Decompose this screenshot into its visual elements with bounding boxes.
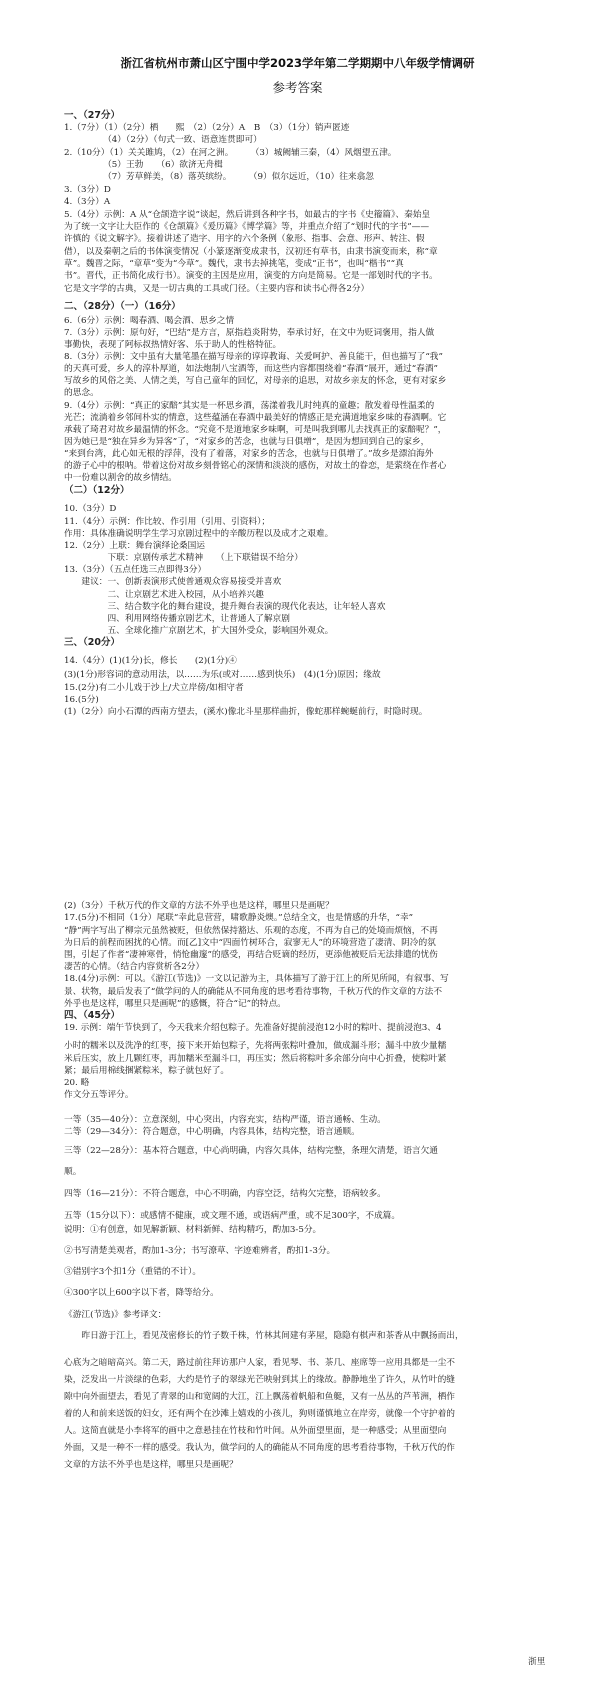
answer-line: 的天真可爱，乡人的淳朴厚道，如法炮制八宝酒等，而这些内容都围绕着“春酒”展开，通过“春酒” — [64, 364, 438, 374]
answer-line: 16.(5分) — [64, 695, 99, 705]
footer-mark: 浙里 — [528, 1657, 546, 1667]
answer-line: ②书写清楚美观者，酌加1-3分；书写潦草、字迹难辨者，酌扣1-3分。 — [64, 1246, 336, 1256]
answer-line: 20. 略 — [64, 1078, 90, 1088]
answer-line: 的游子心中的根呐。带着这份对故乡刻骨铭心的深情和淡淡的感伤，对故土的眷恋，是萦绕在作者心 — [64, 461, 447, 471]
answer-line: 4.（3分）A — [64, 197, 111, 207]
answer-line: 景、状物，最后发表了“做学问的人的确能从不同角度的思考看待事物，千秋万代的作文章的方法不 — [64, 987, 443, 997]
answer-line: 为日后的前程而困扰的心情。而[乙]文中“四面竹树环合，寂寥无人”的环境营造了凄清、阴冷的氛 — [64, 938, 436, 948]
answer-line: 的思念。 — [64, 388, 99, 398]
answer-line: 它是文字学的古典，又是一切古典的工具或门径。（主要内容和读书心得各2分） — [64, 284, 370, 294]
answer-line: 草”。魏晋之际，“章草”变为“今草”。魏代，隶书去掉挑笔，变成“正书”，也叫“楷书”“真 — [64, 259, 404, 269]
answer-line: 8.（3分）示例：文中虽有大量笔墨在描写母亲的谆谆教诲、关爱呵护、善良能干，但也描写了“我” — [64, 352, 443, 362]
answer-line: 书”。晋代，正书简化成行书）。演变的主因是应用，演变的方向是简易。它是一部划时代的字书。 — [64, 271, 438, 281]
answer-line: 下联：京剧传承艺术精神 （上下联错误不给分） — [64, 553, 303, 563]
answer-line: 光芒；流淌着乡邻间朴实的情意，这些蕴涵在春酒中最美好的情感正是充满道地家乡味的春酒啊。它 — [64, 413, 447, 423]
answer-line: 心底为之暗暗高兴。第二天，路过前往拜访那户人家，看见琴、书、茶几、座席等一应用具都是一尘不 — [64, 1358, 455, 1368]
answer-line: （5）王勃 （6）欲济无舟楫 — [64, 160, 223, 170]
answer-line: 四等（16—21分）：不符合题意，中心不明确，内容空泛，结构欠完整，语病较多。 — [64, 1189, 386, 1199]
answer-line: 许慎的《说文解字》。接着讲述了造字、用字的六个条例（象形、指事、会意、形声、转注、假 — [64, 234, 425, 244]
answer-line: 19. 示例：端午节快到了，今天我来介绍包粽子。先准备好提前浸泡12小时的粽叶、提前浸泡3、4 — [64, 1023, 442, 1033]
answer-line: 紧；最后用棉线捆紧粽米，粽子就包好了。 — [64, 1066, 230, 1076]
answer-line: 外乎也是这样，哪里只是画呢”的感慨，符合“记”的特点。 — [64, 999, 286, 1009]
answer-line: 五、全球化推广京剧艺术，扩大国外受众，影响国外观众。 — [64, 626, 334, 636]
answer-line: 3.（3分）D — [64, 185, 111, 195]
answer-line: 15.(2分)有二小儿戏于沙上/犬立岸傍/如相守者 — [64, 683, 244, 693]
answer-line: 借），以及秦朝之后的书体演变情况（小篆逐渐变成隶书，汉初还有草书，由隶书演变而来，称“章 — [64, 247, 438, 257]
section-heading: 二、（28分）（一）（16分） — [64, 301, 181, 312]
answer-line: 承载了琦君对故乡最温情的怀念。“究竟不是道地家乡味啊，可是叫我到哪儿去找真正的家醅呢？”， — [64, 425, 447, 435]
answer-line: 中一份难以割舍的故乡情结。 — [64, 473, 177, 483]
answer-line: 作用：具体准确说明学生学习京剧过程中的辛酸历程以及成才之艰难。 — [64, 529, 334, 539]
answer-line: 建议：一、创新表演形式使普通观众容易接受并喜欢 — [64, 577, 282, 587]
answer-line: 写故乡的风俗之美、人情之美，写自己童年的回忆，对母亲的追思，对故乡亲友的怀念，更有对家乡 — [64, 376, 447, 386]
answer-line: 10.（3分）D — [64, 504, 117, 514]
answer-line: 二、让京剧艺术进入校园，从小培养兴趣 — [64, 590, 264, 600]
answer-line: 一等（35—40分）：立意深刻，中心突出，内容充实，结构严谨，语言通畅、生动。 — [64, 1115, 386, 1125]
answer-line: 二等（29—34分）：符合题意，中心明确，内容具体，结构完整，语言通顺。 — [64, 1127, 360, 1137]
answer-line: 文章的方法不外乎也是这样，哪里只是画呢？ — [64, 1460, 238, 1470]
answer-line: 五等（15分以下）：或感情不健康，或文理不通，或语病严重，或不足300字，不成篇。 — [64, 1211, 401, 1221]
answer-line: 1.（7分）（1）（2分）栖 熙 （2）（2分）A B （3）（1分）销声匿迹 — [64, 123, 350, 133]
answer-line: 18.(4分)示例：可以。《游江(节选)》一文以记游为主，具体描写了游于江上的所见所闻，有叙事、写 — [64, 974, 449, 984]
document-title: 浙江省杭州市萧山区宁围中学2023学年第二学期期中八年级学情调研 — [120, 56, 475, 70]
answer-line: 米后压实，放上几颗红枣，再加糯米至漏斗口，再压实；然后将粽叶多余部分向中心折叠，使粽叶紧 — [64, 1054, 447, 1064]
answer-line: 13.（3分）（五点任选三点即得3分） — [64, 565, 207, 575]
answer-line: 9.（4分）示例：“真正的家醅”其实是一杯思乡酒，荡漾着我儿时纯真的童趣；散发着母性温柔的 — [64, 401, 435, 411]
answer-line: （7）芳草鲜美，（8）落英缤纷。 （9）似尔远近，（10）往来翕忽 — [64, 172, 374, 182]
answer-line: （4）（2分）（句式一致、语意连贯即可） — [64, 135, 262, 145]
answer-line: 7.（3分）示例：原句好，“巴结”是方言，原指趋炎附势，奉承讨好，在文中为贬词褒用，指人做 — [64, 328, 435, 338]
answer-line: 《游江(节选)》参考译文： — [64, 1310, 167, 1320]
answer-line: 顺。 — [64, 1167, 82, 1177]
section-heading: 三、（20分） — [64, 637, 120, 648]
answer-line: 为了统一文字让大臣作的《仓颉篇》《爰历篇》《博学篇》等，并重点介绍了“划时代的字书”—— — [64, 222, 430, 232]
answer-line: 昨日游于江上，看见茂密修长的竹子数千株，竹林其间建有茅屋，隐隐有棋声和茶香从中飘扬而出， — [64, 1331, 464, 1341]
answer-line: 染，泛发出一片淡绿的色彩，大约是竹子的翠绿光芒映射到其上的缘故。静静地坐了许久，从竹叶的缝 — [64, 1375, 455, 1385]
answer-line: 因为她已是“独在异乡为异客”了，“对家乡的苦念，也就与日俱增”，是因为想回到自己的家乡， — [64, 437, 430, 447]
section-heading: 一、（27分） — [64, 110, 120, 121]
answer-line: 12.（2分）上联：舞台演绎论桑国运 — [64, 541, 205, 551]
answer-line: 小时的糯米以及洗净的红枣，接下来开始包粽子，先将两张粽叶叠加，做成漏斗形；漏斗中放少量糯 — [64, 1041, 447, 1051]
answer-line: 着的人和前来送饭的妇女，还有两个在沙滩上嬉戏的小孩儿，狗则谨慎地立在岸旁，就像一个守护着的 — [64, 1409, 455, 1419]
section-heading: 四、（45分） — [64, 1010, 120, 1021]
answer-line: 17.(5分)不相同（1分）尾联“幸此息营营，啸歌静炎燠。”总结全文，也是情感的升华，“幸” — [64, 913, 414, 923]
answer-line: “来到台湾，此心如无根的浮萍，没有了着落，对家乡的苦念，也就与日俱增了。”故乡是漂泊海外 — [64, 449, 434, 459]
answer-line: 说明：①有创意，如见解新颖、材料新鲜、结构精巧，酌加3-5分。 — [64, 1225, 322, 1235]
answer-line: (2)（3分）千秋万代的作文章的方法不外乎也是这样，哪里只是画呢？ — [64, 901, 334, 911]
answer-line: 人。这简直就是小李将军的画中之意悬挂在竹枝和竹叶间。从外面望里面，是一种感受；从里面望向 — [64, 1426, 447, 1436]
answer-line: 四、利用网络传播京剧艺术，让普通人了解京剧 — [64, 614, 290, 624]
section-heading: （二）（12分） — [64, 485, 130, 496]
answer-line: 凄苦的心情。（结合内容赏析各2分） — [64, 962, 205, 972]
answer-line: ④300字以上600字以下者，降等给分。 — [64, 1288, 219, 1298]
answer-line: 围，引起了作者“凄神寒骨，悄怆幽邃”的感受，再结合贬谪的经历，更添他被贬后无法排遣的忧伤 — [64, 950, 438, 960]
answer-line: 14.（4分）(1)(1分)长，修长 (2)(1分)④ — [64, 656, 237, 666]
answer-line: 5.（4分）示例：A 从“仓颉造字说”谈起，然后讲到各种字书，如最古的字书《史籀篇》、秦始皇 — [64, 210, 431, 220]
answer-line: 2.（10分）（1）关关雎鸠，（2）在河之洲。 （3）城阙辅三秦，（4）风烟望五津。 — [64, 148, 397, 158]
answer-line: (3)(1分)形容词的意动用法，以……为乐(或对……感到快乐) (4)(1分)原因；缘故 — [64, 670, 381, 680]
answer-line: 6.（6分）示例：喝春酒、喝会酒、思乡之情 — [64, 316, 235, 326]
answer-line: 隙中向外面望去，看见了青翠的山和宽阔的大江，江上飘荡着帆船和鱼艇，又有一丛丛的芦苇洲，栖作 — [64, 1392, 455, 1402]
answer-line: “静”两字写出了柳宗元虽然被贬，但依然保持豁达、乐观的态度，不再为自己的处境而烦恼，不再 — [64, 926, 438, 936]
answer-line: 外面，又是一种不一样的感受。我认为，做学问的人的确能从不同角度的思考看待事物，千秋万代的作 — [64, 1443, 455, 1453]
answer-line: 11.（4分）示例：作比较、作引用（引用、引资料）； — [64, 517, 271, 527]
answer-line: 三、结合数字化的舞台建设，提升舞台表演的现代化表达，让年轻人喜欢 — [64, 602, 386, 612]
answer-line: ③错别字3个扣1分（重错的不计）。 — [64, 1267, 202, 1277]
answer-line: 事勤快，表现了阿标叔热情好客、乐于助人的性格特征。 — [64, 340, 282, 350]
document-subtitle: 参考答案 — [272, 80, 323, 95]
answer-line: 三等（22—28分）：基本符合题意，中心尚明确，内容欠具体，结构完整，条理欠清楚，语言欠通 — [64, 1146, 438, 1156]
answer-line: (1)（2分）向小石潭的西南方望去，(溪水)像北斗星那样曲折，像蛇那样蜿蜒前行，时隐时现。 — [64, 707, 428, 717]
answer-line: 作文分五等评分。 — [64, 1090, 134, 1100]
